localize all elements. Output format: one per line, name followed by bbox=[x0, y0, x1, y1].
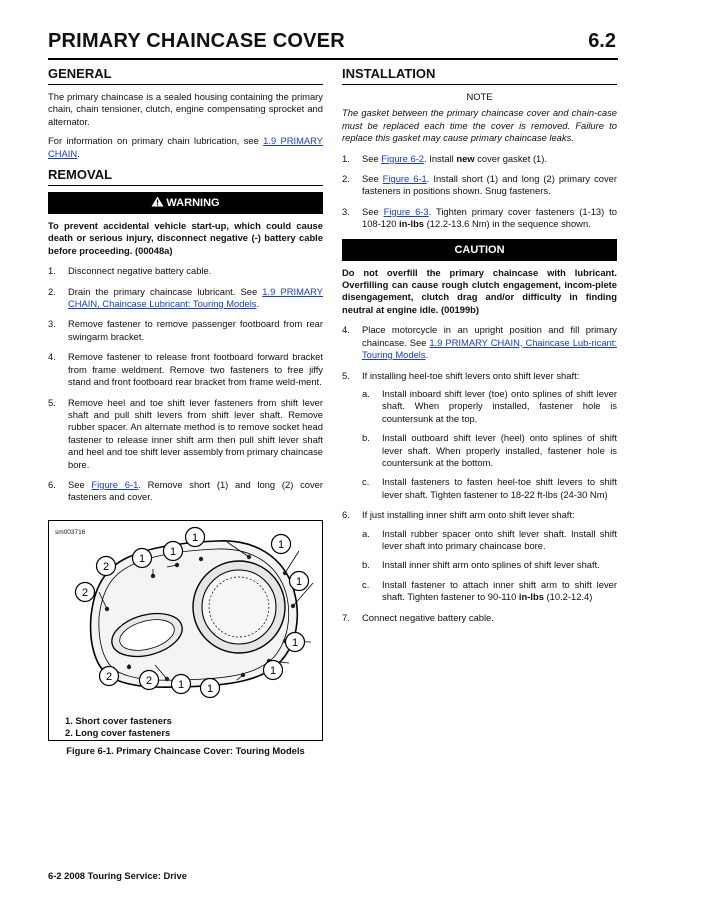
figure-6-1-link[interactable]: Figure 6-1 bbox=[382, 173, 427, 185]
general-heading: GENERAL bbox=[48, 66, 323, 85]
page-footer: 6-2 2008 Touring Service: Drive bbox=[48, 870, 187, 881]
warning-text: To prevent accidental vehicle start-up, which could cause death or serious injury, disconnect negative (-) battery cable before proceeding. (00048a) bbox=[48, 220, 323, 256]
step-text: Place motorcycle in an upright position and fill primary chaincase. See bbox=[362, 324, 617, 348]
sub-steps bbox=[362, 388, 617, 501]
list-item bbox=[342, 612, 617, 624]
sub-step-letter: a. bbox=[362, 527, 370, 539]
callout-number: 2 bbox=[102, 561, 110, 573]
sub-step-text: (10.2-12.4) bbox=[543, 591, 593, 603]
installation-heading: INSTALLATION bbox=[342, 66, 617, 85]
sub-step-letter: b. bbox=[362, 559, 370, 571]
general-paragraph: The primary chaincase is a sealed housing containing the primary chain, chain tensioner, clutch, engine compensating sprocket and alternator. bbox=[48, 91, 323, 127]
step-text: See bbox=[362, 152, 382, 164]
callout-number: 1 bbox=[277, 539, 285, 551]
list-item bbox=[342, 509, 617, 603]
emphasis: new bbox=[456, 152, 475, 164]
warning-banner bbox=[48, 192, 323, 214]
step-text: . Install bbox=[424, 152, 457, 164]
callout-number: 2 bbox=[81, 587, 89, 599]
list-item bbox=[362, 559, 617, 571]
callout-number: 1 bbox=[295, 576, 303, 588]
sub-step-letter: c. bbox=[362, 476, 370, 488]
list-item bbox=[48, 318, 323, 343]
step-number: 6. bbox=[342, 509, 350, 521]
step-number: 1. bbox=[342, 152, 350, 164]
step-number: 3. bbox=[48, 318, 56, 330]
sub-step-text: Install rubber spacer onto shift lever shaft. Install shift lever shaft into primary chaincase bore. bbox=[382, 527, 617, 551]
figure-caption: Figure 6-1. Primary Chaincase Cover: Touring Models bbox=[66, 745, 305, 756]
step-number: 4. bbox=[342, 324, 350, 336]
list-item bbox=[342, 324, 617, 361]
sub-step-text: Install fastener to attach inner shift arm to shift lever shaft. Tighten fastener to 90-110 bbox=[382, 578, 617, 603]
list-item bbox=[362, 476, 617, 501]
caution-banner bbox=[342, 239, 617, 261]
callout-number: 1 bbox=[177, 679, 185, 691]
note-label: NOTE bbox=[466, 91, 493, 102]
caution-label: CAUTION bbox=[454, 243, 505, 256]
sub-step-letter: a. bbox=[362, 387, 370, 399]
step-text: . Tighten primary cover fasteners (1-13) to 108-120 bbox=[362, 205, 617, 230]
page-header bbox=[48, 30, 618, 60]
callout-number: 1 bbox=[169, 546, 177, 558]
warning-triangle-icon bbox=[151, 193, 164, 215]
step-text: See bbox=[362, 205, 384, 217]
warning-label: WARNING bbox=[166, 197, 220, 210]
step-text: If just installing inner shift arm onto shift lever shaft: bbox=[362, 509, 575, 521]
step-text: Remove fastener to remove passenger footboard from rear swingarm bracket. bbox=[68, 318, 323, 342]
callout-number: 2 bbox=[145, 675, 153, 687]
list-item bbox=[342, 153, 617, 165]
list-item bbox=[48, 397, 323, 471]
step-text: . Install short (1) and long (2) primary cover fasteners in positions shown. Snug fasteners. bbox=[362, 173, 618, 197]
chaincase-cover-illustration bbox=[49, 521, 324, 711]
figure-6-1 bbox=[48, 520, 323, 741]
step-number: 5. bbox=[342, 369, 350, 381]
page-title: PRIMARY CHAINCASE COVER bbox=[48, 30, 345, 52]
sub-steps bbox=[362, 528, 617, 604]
list-item bbox=[48, 479, 323, 504]
emphasis: in-lbs bbox=[399, 218, 425, 230]
legend-item-long: 2. Long cover fasteners bbox=[65, 727, 171, 738]
text: . bbox=[77, 147, 80, 159]
step-text: (12.2-13.6 Nm) in the sequence shown. bbox=[424, 218, 591, 230]
chaincase-lubricant-link[interactable]: 1.9 PRIMARY CHAIN, Chaincase Lubricant: Touring Models bbox=[68, 285, 323, 310]
sub-step-text: Install inboard shift lever (toe) onto splines of shift lever shaft. When properly installed, fastener hole is countersunk at the top. bbox=[382, 387, 617, 424]
installation-steps-b bbox=[342, 324, 617, 624]
step-text: Disconnect negative battery cable. bbox=[68, 265, 212, 277]
step-number: 1. bbox=[48, 265, 56, 277]
sub-step-text: Install inner shift arm onto splines of shift lever shaft. bbox=[382, 559, 600, 571]
removal-steps bbox=[48, 265, 323, 504]
callout-number: 1 bbox=[291, 637, 299, 649]
figure-legend bbox=[65, 715, 172, 739]
figure-6-3-link[interactable]: Figure 6-3 bbox=[383, 205, 429, 217]
step-number: 6. bbox=[48, 478, 56, 490]
step-number: 2. bbox=[342, 173, 350, 185]
list-item bbox=[362, 579, 617, 604]
step-number: 2. bbox=[48, 285, 56, 297]
list-item bbox=[362, 388, 617, 425]
text: For information on primary chain lubrication, see bbox=[48, 135, 264, 147]
left-column bbox=[48, 66, 323, 512]
step-text: Connect negative battery cable. bbox=[362, 611, 494, 623]
list-item bbox=[48, 351, 323, 388]
primary-chain-link[interactable]: 1.9 PRIMARY CHAIN bbox=[48, 135, 324, 159]
caution-text: Do not overfill the primary chaincase with lubricant. Overfilling can cause rough clutch engagement, incom-plete disengagement, clutch drag and/or difficulty in finding neutral at engine idle. (00199b) bbox=[342, 266, 617, 315]
note-text: The gasket between the primary chaincase cover and chain-case must be replaced each time the cover is removed. Failure to replace this gasket may cause primary chaincase leaks. bbox=[342, 107, 617, 144]
step-text: If installing heel-toe shift levers onto shift lever shaft: bbox=[362, 369, 580, 381]
step-text: See bbox=[362, 173, 383, 185]
legend-item-short: 1. Short cover fasteners bbox=[65, 715, 172, 726]
step-text: cover gasket (1). bbox=[474, 152, 548, 164]
step-text: Drain the primary chaincase lubricant. See bbox=[68, 285, 263, 297]
callout-number: 1 bbox=[206, 683, 214, 695]
sub-step-text: Install fasteners to fasten heel-toe shift levers to shift lever shaft. Tighten fastener to 18-22 ft-lbs (24-30 Nm) bbox=[382, 476, 617, 500]
step-text: Remove heel and toe shift lever fasteners from shift lever shaft and pull shift levers from shift lever shaft. Remove rubber spacer. An alternate method is to remove socket head fastener to release inner shift arm then pull shift lever shaft and heel and toe shift lever assembly from primary chaincase bore. bbox=[68, 396, 323, 470]
step-text: . Remove short (1) and long (2) cover fasteners and cover. bbox=[68, 478, 323, 503]
removal-heading: REMOVAL bbox=[48, 167, 323, 186]
callout-number: 1 bbox=[269, 665, 277, 677]
figure-6-1-link[interactable]: Figure 6-1 bbox=[91, 478, 139, 490]
list-item bbox=[342, 173, 617, 198]
callout-number: 2 bbox=[105, 671, 113, 683]
sub-step-letter: c. bbox=[362, 578, 370, 590]
list-item bbox=[362, 528, 617, 553]
step-text: . bbox=[425, 349, 429, 361]
step-number: 7. bbox=[342, 611, 350, 623]
list-item bbox=[342, 370, 617, 502]
list-item bbox=[342, 206, 617, 231]
list-item bbox=[48, 265, 323, 277]
sub-step-text: Install outboard shift lever (heel) onto splines of shift lever shaft. When properly installed, fastener hole is countersunk at the bottom. bbox=[382, 432, 617, 468]
right-column bbox=[342, 66, 617, 632]
step-number: 5. bbox=[48, 396, 56, 408]
figure-code: sm003716 bbox=[55, 529, 86, 536]
callout-number: 1 bbox=[138, 553, 146, 565]
installation-steps-a bbox=[342, 153, 617, 231]
callout-number: 1 bbox=[191, 532, 199, 544]
sub-step-letter: b. bbox=[362, 432, 370, 444]
chaincase-lubricant-link[interactable]: 1.9 PRIMARY CHAIN, Chaincase Lub-ricant: Touring Models bbox=[362, 336, 617, 361]
figure-6-2-link[interactable]: Figure 6-2 bbox=[381, 152, 425, 164]
step-number: 4. bbox=[48, 351, 56, 363]
step-text: See bbox=[68, 478, 92, 490]
step-number: 3. bbox=[342, 205, 350, 217]
list-item bbox=[362, 432, 617, 469]
step-text: . bbox=[256, 298, 260, 310]
list-item bbox=[48, 286, 323, 311]
general-lubrication-paragraph bbox=[48, 135, 323, 160]
emphasis: in-lbs bbox=[518, 591, 544, 603]
section-number: 6.2 bbox=[588, 30, 616, 52]
step-text: Remove fastener to release front footboard forward bracket from frame weldment. Remove two fasteners to free jiffy stand and front footboard rear bracket from frame weld-ment. bbox=[68, 351, 323, 388]
